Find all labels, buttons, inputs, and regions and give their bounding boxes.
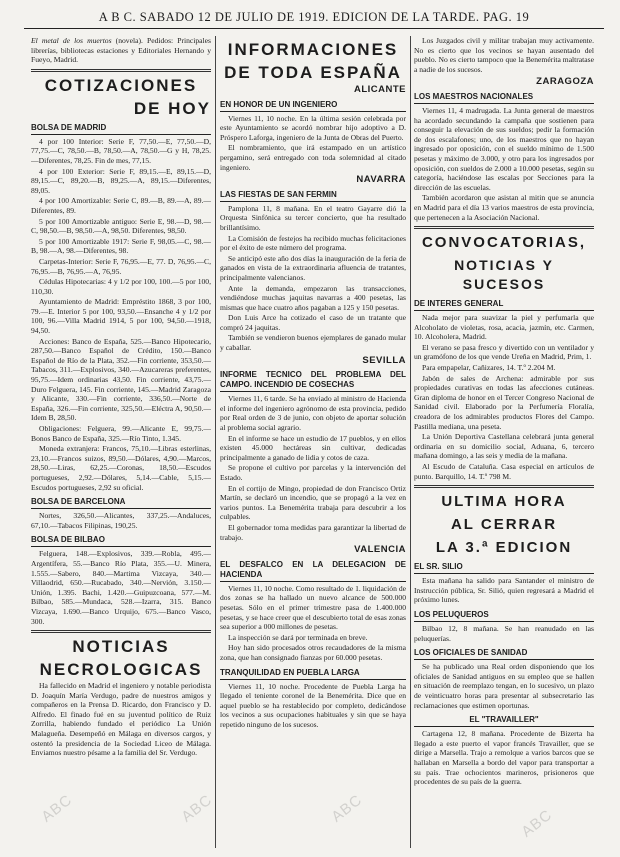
de-hoy-title: DE HOY (133, 98, 211, 118)
quote-paragraph: Cédulas Hipotecarias: 4 y 1/2 por 100, 100.—5 por 100, 110,30. (31, 277, 211, 296)
silio-article: Esta mañana ha salido para Santander el ministro de Instrucción pública, Sr. Silió, quien regresará a Madrid el próximo lunes. (414, 576, 594, 605)
notice-paragraph: El verano se pasa fresco y divertido con un ventilador y un gramófono de los que vende Ureña en Madrid, Prim, 1. (414, 342, 594, 362)
section-desfalco: EL DESFALCO EN LA DELEGACION DE HACIENDA (220, 560, 406, 582)
column-3 (414, 36, 594, 848)
section-ingeniero: EN HONOR DE UN INGENIERO (220, 100, 406, 112)
barcelona-quotes: Nortes, 326,50.—Alicantes, 337,25.—Andaluces, 67,10.—Tabacos Filipinas, 190,25. (31, 511, 211, 530)
city-sevilla: SEVILLA (362, 354, 406, 366)
madrid-quotes (31, 137, 211, 492)
section-maestros: LOS MAESTROS NACIONALES (414, 92, 594, 104)
article-paragraph: La Comisión de festejos ha recibido muchas felicitaciones por el éxito de este número del programa. (220, 233, 406, 253)
quote-paragraph: 4 por 100 Amortizable: Serie C, 89.—B, 89.—A, 89.—Diferentes, 89. (31, 196, 211, 215)
page-header: A B C. SABADO 12 DE JULIO DE 1919. EDICION DE LA TARDE. PAG. 19 (24, 6, 604, 29)
quote-paragraph: Obligaciones: Felguera, 99.—Alicante E, 99,75.—Bonos Banco de España, 325.—Río Tinto, 1.345. (31, 424, 211, 443)
article-paragraph: Viernes 11, 10 noche. Como resultado de 1. liquidación de dos zonas se ha hallado un nuevo alcance de 500.000 pesetas. Sólo en el primer trimestre pasa de 1.400.000 pesetas, y se hace creer que el descubierto total de esas zonas sea superior a 000 millones de pesetas. (220, 583, 406, 632)
section-fiestas: LAS FIESTAS DE SAN FERMIN (220, 190, 406, 202)
section-bolsa-barcelona: BOLSA DE BARCELONA (31, 497, 211, 509)
al-cerrar-title: AL CERRAR (450, 516, 558, 534)
column-1 (31, 36, 211, 848)
section-interes-general: DE INTERES GENERAL (414, 299, 594, 311)
informaciones-title: INFORMACIONES (227, 40, 399, 59)
city-valencia: VALENCIA (354, 544, 406, 556)
section-travailler: EL "TRAVAILLER" (414, 715, 594, 727)
bilbao-quotes: Felguera, 148.—Explosivos, 339.—Robla, 495.—Argentífera, 55.—Banco Río Plata, 355.—U. Minera, 1.555.—Sabero, 840.—Martima Vizcaya, 340.—Villaodrid, 650.—Rucabado, 340.—Nervión, 3.150.—Unión, 1.395. Bachi, 1.420.—Guipuzcoana, 577.—M. Bilbao, 585.—Mundaca, 528.—Izarra, 315. Banco Vizcaya, 1.690.—Banco Urquijo, 675.—Banco Vasco, 300. (31, 549, 211, 626)
column-divider (410, 36, 411, 848)
section-campo: INFORME TECNICO DEL PROBLEMA DEL CAMPO. INCENDIO DE COSECHAS (220, 370, 406, 392)
necrologicas-title: NECROLOGICAS (39, 660, 203, 680)
article-paragraph: En el cortijo de Mingo, propiedad de don Francisco Ortiz Martín, se declaró un incendio, que se propagó a la vez en varios puntos. La Benemérita trabaja para descubrir a los culpables. (220, 483, 406, 522)
necrology-article: Ha fallecido en Madrid el ingeniero y notable periodista D. Joaquín María Verdugo, padre de nuestros amigos y compañeros en la Prensa D. Ricardo, don Francisco y D. Alfredo. El finado fué en su juventud político de Ruiz Zorrilla, habiendo fundado el periódico La Unión Malagueña. Desempeñó en Málaga en diversos cargos, y ostentó la presidencia de la Sociedad Liceo de Málaga. Enviamos nuestro pésame a la familia del Sr. Verdugo. (31, 681, 211, 758)
abc-watermark: ABC (38, 791, 76, 826)
column-divider (215, 36, 216, 848)
article-paragraph: Se anticipó este año dos días la inauguración de la feria de ganados en vista de la extraordinaria afluencia de tratantes, principalmente valencianos. (220, 253, 406, 282)
article-paragraph: Hoy han sido procesados otros recaudadores de la misma zona, que han consignado fianzas por 60.000 pesetas. (220, 643, 406, 662)
ingeniero-article (220, 114, 406, 173)
abc-watermark: ABC (178, 791, 216, 826)
section-peluqueros: LOS PELUQUEROS (414, 610, 594, 622)
tranquilidad-article: Viernes 11, 10 noche. Procedente de Puebla Larga ha llegado el teniente coronel de la Benemérita. Dice que en aquel pueblo se ha restablecido por completo, dedicándose los vecinos a sus ocupaciones habituales y sin que se haya repetido ninguno de los sucesos. (220, 681, 406, 729)
juzgados-paragraph: Los Juzgados civil y militar trabajan muy activamente. No es cierto que los vecinos se hayan ausentado del pueblo. No es cierto tampoco que la Benemérita maltratase a nadie de los sucesos. (414, 36, 594, 74)
section-bolsa-madrid: BOLSA DE MADRID (31, 123, 211, 135)
article-paragraph: La inspección se dará por terminada en breve. (228, 632, 368, 642)
abc-watermark: ABC (518, 806, 556, 841)
city-alicante: ALICANTE (353, 84, 406, 95)
divider (31, 630, 211, 633)
desfalco-article (220, 584, 406, 663)
section-tranquilidad: TRANQUILIDAD EN PUEBLA LARGA (220, 668, 406, 680)
article-paragraph: Pamplona 11, 8 mañana. En el teatro Gayarre dió la Orquesta Sinfónica su tercer concierto, que ha resultado brillantísimo. (220, 203, 406, 232)
convocatorias-title: CONVOCATORIAS, (421, 234, 587, 252)
section-oficiales: LOS OFICIALES DE SANIDAD (414, 648, 594, 660)
tercera-edicion-title: LA 3.ª EDICION (435, 539, 573, 557)
quote-paragraph: 5 por 100 Amortizable antiguo: Serie E, 98.—D, 98.—C, 98,50.—B, 98,50.—A, 98,50. Diferentes, 98,50. (31, 216, 211, 236)
toda-espana-title: DE TODA ESPAÑA (224, 63, 402, 82)
noticias-title: NOTICIAS (72, 637, 170, 657)
notice-paragraph: La Unión Deportiva Castellana celebrará junta general ordinaria en su domicilio social, Aduana, 6, tercero mañana domingo, a las seis y media de la mañana. (414, 432, 594, 461)
article-paragraph: Viernes 11, 6 tarde. Se ha enviado al ministro de Hacienda el informe del ingeniero agrónomo de esta provincia, pedido por Real orden de 3 de junio, con objeto de aportar solución al problema social agrario. (220, 394, 406, 433)
quote-paragraph: 4 por 100 Interior: Serie F, 77,50.—E, 77,50.—D, 77,75.—C, 78,50.—B, 78,50.—A, 78,50.—G y H, 78,25.—Diferentes, 78,25. Fin de mes, 77,15. (31, 136, 211, 165)
lead-italic: El metal de los muertos (31, 36, 112, 45)
noticias-sucesos-title: NOTICIAS Y SUCESOS (454, 257, 554, 293)
quote-paragraph: 4 por 100 Exterior: Serie F, 89,15.—E, 89,15.—D, 89,15.—C, 89,20.—B, 89,25.—A, 89,15.—Diferentes, 89,05. (31, 166, 211, 195)
section-silio: EL SR. SILIO (414, 562, 594, 574)
section-bolsa-bilbao: BOLSA DE BILBAO (31, 535, 211, 547)
article-paragraph: También acordaron que asistan al mitin que se anuncia en Madrid para el día 13 varios maestros de esta provincia, que pertenecen a la Asociación Nacional. (414, 193, 594, 222)
divider (414, 226, 594, 229)
divider (31, 69, 211, 72)
notice-paragraph: Al Escudo de Cataluña. Casa especial en artículos de punto. Barquillo, 14. T.º 798 M. (414, 462, 594, 481)
notice-paragraph: Nada mejor para suavizar la piel y perfumarla que Alcoholato de violetas, rosa, acacia, jazmín, etc. Carmen, 10. Alcoholera, Madrid. (414, 313, 594, 342)
article-paragraph: Don Luis Arce ha cotizado el caso de un tratante que compró 24 jaquitas. (220, 313, 406, 332)
travailler-article: Cartagena 12, 8 mañana. Procedente de Bizerta ha llegado a este puerto el vapor francés Travailler, que se dirige a Marsella. Trajo a remolque a varios barcos que se hallaban en Marsella a bordo del vapor para transportar a su país. Trae ochocientos marineros, prisioneros que procedentes de su país de la guerra. (414, 729, 594, 787)
interes-general-notices (414, 313, 594, 481)
campo-article (220, 394, 406, 542)
article-paragraph: Ante la demanda, empezaron las transacciones, vendiéndose muchas jaquitas navarras a 400 pesetas, las mismas que hace cuatro años pagaban a 125 y 150 pesetas. (220, 283, 406, 312)
column-2 (220, 36, 406, 848)
quote-paragraph: Acciones: Banco de España, 525.—Banco Hipotecario, 287,50.—Banco Español de Crédito, 150.—Banco Español de Río de la Plata, 352.—Fin corriente, 353,50.—Tabacos, 311.—Explosivos, 340.—Azucareras preferentes, 95,75.—Idem ordinarias 43,50. Fin corriente, 43,75.—Duro Felguera, 145. Fin corriente, 145.—Madrid Zaragoza y Alicante, 330.—Fin corriente, 336,50.—Norte de España, 326.—Fin corriente, 325,50.—Eléctra A, 90,50.—Idem B, 28,50. (31, 336, 211, 423)
peluqueros-article: Bilbao 12, 8 mañana. Se han reanudado en las peluquerías. (414, 623, 594, 643)
city-zaragoza: ZARAGOZA (536, 76, 594, 88)
article-paragraph: El gobernador toma medidas para garantizar la libertad de trabajo. (220, 522, 406, 542)
oficiales-article: Se ha publicado una Real orden disponiendo que los oficiales de Sanidad antiguos en su empleo que se hallen en situación de reemplazo tengan, en lo sucesivo, un plazo de veinticuatro horas para presentar al subsecretario las reclamaciones que estimen oportunas. (414, 662, 594, 710)
maestros-article (414, 106, 594, 222)
article-paragraph: Viernes 11, 10 noche. En la última sesión celebrada por este Ayuntamiento se acordó nombrar hijo adoptivo a D. Próspero Laforga, ingeniero de la Junta de Obras del Puerto. (220, 113, 406, 142)
notice-paragraph: Para empapelar, Cañizares, 14. T.º 2.204 M. (422, 363, 556, 373)
quote-paragraph: Moneda extranjera: Francos, 75,10.—Libras esterlinas, 23,10.—Francos suizos, 89,50.—Dólares, 4,90.—Marcos, 28,50.—Liras, 62,25.—Coronas, 18,50.—Escudos portugueses, 2,92.—Dólares, 5,14.—Cable, 5,15.—Escudos portugueses, 2,92 su oficial. (31, 444, 211, 492)
article-paragraph: También se vendieron buenos ejemplares de ganado mular y caballar. (220, 333, 406, 353)
quote-paragraph: 5 por 100 Amortizable 1917: Serie F, 98,05.—C, 98.—B, 98.—A, 98.—Diferentes, 98. (31, 236, 211, 256)
article-paragraph: Viernes 11, 4 madrugada. La Junta general de maestros ha acordado secundando la campaña que sostienen para conseguir la elevación de sus sueldos; pedir la formación de dos escalafones; uno, de los maestros que no hayan ingresado por oposición, con el sueldo mínimo de 1.500 pesetas y máximo de 3.000, y otro para los ingresados por oposición, con sueldos de 2.000 a 10.000 pesetas, según su categoría, haciéndose las escalas por Secciones para la dirección de las escuelas. (414, 105, 594, 192)
article-paragraph: Se propone el cultivo por parcelas y la intervención del Estado. (220, 463, 406, 482)
lead-paragraph (31, 36, 211, 65)
abc-watermark: ABC (328, 791, 366, 826)
quote-paragraph: Carpetas-Interior: Serie F, 76,95.—E, 77. D, 76,95.—C, 76,95.—B, 76,95.—A, 76,95. (31, 256, 211, 276)
notice-paragraph: Jabón de sales de Archena: admirable por sus propiedades curativas en todas las afecciones cutáneas. Gran diploma de honor en el Tercer Congreso Nacional de Sanidad civil. Elaborado por la Perfumería Floralía, creadora de los admirables productos Flores del Campo. Pastilla mediana, una peseta. (414, 373, 594, 431)
article-paragraph: El nombramiento, que irá estampado en un artístico pergamino, será entregado con toda solemnidad al citado ingeniero. (220, 143, 406, 172)
article-paragraph: En el informe se hace un estudio de 17 pueblos, y en ellos existen 45.000 hectáreas sin cultivar, dedicadas principalmente a ganado de lidia y cotos de caza. (220, 433, 406, 462)
city-navarra: NAVARRA (356, 174, 406, 186)
ultima-hora-title: ULTIMA HORA (441, 493, 567, 511)
divider (414, 485, 594, 488)
quote-paragraph: Ayuntamiento de Madrid: Empréstito 1868, 3 por 100, 79.—E. Interior 5 por 100, 93,50.—Ensanche 4 y 1/2 por 100, 96.—Villa Madrid 1914, 5 por 100, 94,50.—1918, 94,50. (31, 297, 211, 336)
cotizaciones-title: COTIZACIONES (44, 75, 198, 95)
lead-rest: (novela). Pedidos: Principales librerías, bibliotecas estaciones y Editoriales Hernando y Fueyo, Madrid. (31, 36, 211, 65)
fiestas-article (220, 204, 406, 353)
